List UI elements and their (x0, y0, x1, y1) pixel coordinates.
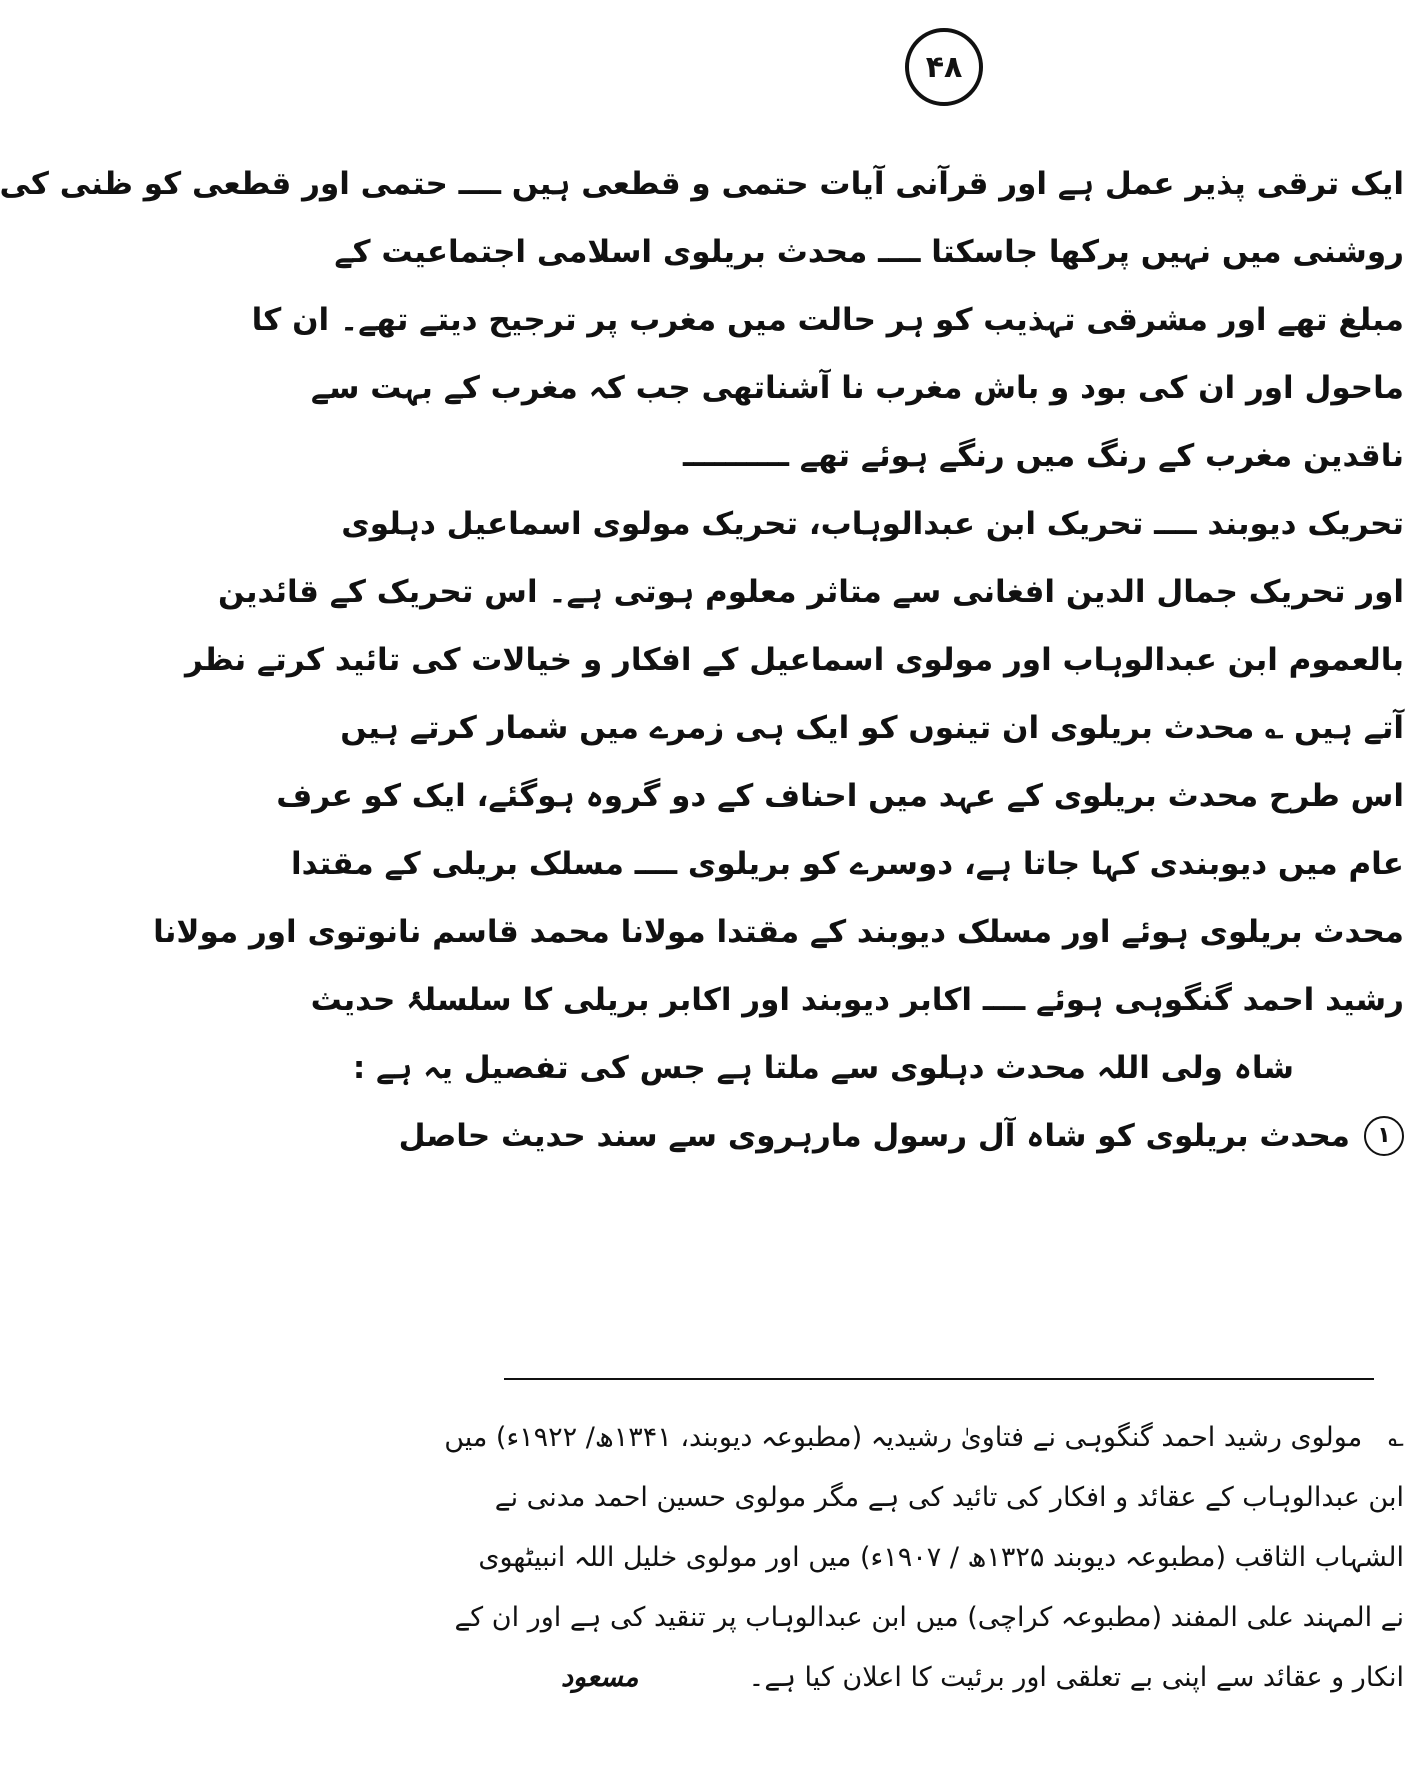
body-line: آتے ہیں ؎ محدث بریلوی ان تینوں کو ایک ہی زمرے میں شمار کرتے ہیں (340, 710, 1404, 746)
page-number: ۴۸ (925, 49, 963, 85)
footnote-signature: مسعود (560, 1662, 639, 1693)
footnote-line-text: انکار و عقائد سے اپنی بے تعلقی اور برئیت کا اعلان کیا ہے۔ (748, 1662, 1404, 1693)
body-line: ایک ترقی پذیر عمل ہے اور قرآنی آیات حتمی و قطعی ہیں ــــ حتمی اور قطعی کو ظنی کی (0, 166, 1404, 202)
footnote-line: نے المہند علی المفند (مطبوعہ کراچی) میں ابن عبدالوہاب پر تنقید کی ہے اور ان کے (454, 1602, 1404, 1633)
footnote-line: ابن عبدالوہاب کے عقائد و افکار کی تائید کی ہے مگر مولوی حسین احمد مدنی نے (494, 1482, 1404, 1513)
list-item (398, 1102, 1404, 1170)
list-item-text: محدث بریلوی کو شاہ آل رسول مارہروی سے سند حدیث حاصل (398, 1118, 1350, 1154)
body-text (0, 150, 1404, 1170)
body-line: بالعموم ابن عبدالوہاب اور مولوی اسماعیل کے افکار و خیالات کی تائید کرتے نظر (185, 642, 1404, 678)
body-line: ناقدین مغرب کے رنگ میں رنگے ہوئے تھے ــــــــــ (683, 438, 1404, 474)
footnote-line-text: مولوی رشید احمد گنگوہی نے فتاویٰ رشیدیہ (مطبوعہ دیوبند، ۱۳۴۱ھ/ ۱۹۲۲ء) میں (444, 1422, 1363, 1453)
body-line: رشید احمد گنگوہی ہوئے ــــ اکابر دیوبند اور اکابر بریلی کا سلسلۂ حدیث (310, 982, 1404, 1018)
body-line: روشنی میں نہیں پرکھا جاسکتا ــــ محدث بریلوی اسلامی اجتماعیت کے (334, 234, 1404, 270)
footnote-line (504, 1648, 1404, 1708)
footnote (444, 1408, 1404, 1708)
body-line: محدث بریلوی ہوئے اور مسلک دیوبند کے مقتدا مولانا محمد قاسم نانوتوی اور مولانا (153, 914, 1404, 950)
page-number-badge (905, 28, 983, 106)
body-line: مبلغ تھے اور مشرقی تہذیب کو ہر حالت میں مغرب پر ترجیح دیتے تھے۔ ان کا (251, 302, 1404, 338)
footnote-line (444, 1408, 1404, 1468)
footnote-marker: ؎ (1388, 1422, 1404, 1453)
list-number: ۱ (1364, 1116, 1404, 1156)
body-line: ماحول اور ان کی بود و باش مغرب نا آشناتھی جب کہ مغرب کے بہت سے (310, 370, 1404, 406)
footnote-divider (504, 1378, 1374, 1380)
body-line: اس طرح محدث بریلوی کے عہد میں احناف کے دو گروہ ہوگئے، ایک کو عرف (276, 778, 1404, 814)
footnote-line: الشہاب الثاقب (مطبوعہ دیوبند ۱۳۲۵ھ / ۱۹۰۷ء) میں اور مولوی خلیل اللہ انبیٹھوی (478, 1542, 1404, 1573)
body-line: عام میں دیوبندی کہا جاتا ہے، دوسرے کو بریلوی ــــ مسلک بریلی کے مقتدا (290, 846, 1404, 882)
body-line: تحریک دیوبند ــــ تحریک ابن عبدالوہاب، تحریک مولوی اسماعیل دہلوی (341, 506, 1404, 542)
body-line: اور تحریک جمال الدین افغانی سے متاثر معلوم ہوتی ہے۔ اس تحریک کے قائدین (217, 574, 1404, 610)
body-line: شاہ ولی اللہ محدث دہلوی سے ملتا ہے جس کی تفصیل یہ ہے : (352, 1050, 1294, 1086)
